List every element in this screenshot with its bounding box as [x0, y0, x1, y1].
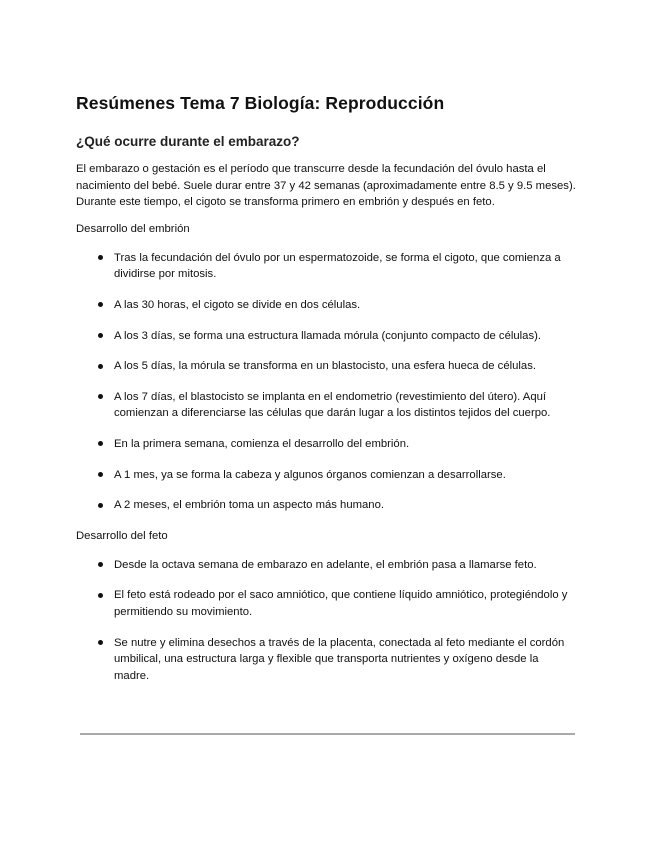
bullet-icon [98, 394, 103, 399]
bullet-icon [98, 472, 103, 477]
bullet-icon [98, 255, 103, 260]
fetus-development-list [76, 557, 576, 685]
bullet-icon [98, 640, 103, 645]
list-item-text: A las 30 horas, el cigoto se divide en dos células. [114, 298, 361, 311]
list-item [76, 557, 576, 574]
list-item-text: A 2 meses, el embrión toma un aspecto más humano. [114, 499, 385, 512]
intro-paragraph: El embarazo o gestación es el período que transcurre desde la fecundación del óvulo hasta el nacimiento del bebé. Suele durar entre 37 y 42 semanas (aproximadamente entre 8.5 y 9.5 meses). Durante este tiempo, el cigoto se transforma primero en embrión y después en feto. [76, 163, 576, 209]
list-item [76, 297, 576, 314]
list-item [76, 635, 576, 685]
embryo-development-list [76, 250, 576, 514]
list-item-text: Se nutre y elimina desechos a través de la placenta, conectada al feto mediante el cordón umbilical, una estructura larga y flexible que transporta nutrientes y oxígeno desde la madre. [114, 636, 565, 682]
list-item-text: A los 7 días, el blastocisto se implanta en el endometrio (revestimiento del útero). Aquí comienzan a diferenciarse las células que darán lugar a los distintos tejidos del cuerpo. [114, 390, 551, 420]
list-item [76, 250, 576, 283]
list-item-text: Desde la octava semana de embarazo en adelante, el embrión pasa a llamarse feto. [114, 558, 537, 571]
fetus-section-heading: Desarrollo del feto [76, 529, 168, 542]
bullet-icon [98, 333, 103, 338]
list-item-text: Tras la fecundación del óvulo por un espermatozoide, se forma el cigoto, que comienza a dividirse por mitosis. [114, 251, 561, 281]
list-item-text: El feto está rodeado por el saco amniótico, que contiene líquido amniótico, protegiéndolo y permitiendo su movimiento. [114, 589, 568, 618]
embryo-section-heading: Desarrollo del embrión [76, 222, 190, 235]
list-item-text: A los 5 días, la mórula se transforma en un blastocisto, una esfera hueca de células. [114, 360, 536, 373]
section-subtitle: ¿Qué ocurre durante el embarazo? [76, 134, 300, 149]
bullet-icon [98, 441, 103, 446]
list-item [76, 358, 576, 375]
list-item [76, 497, 576, 514]
list-item [76, 436, 576, 453]
list-item [76, 389, 576, 422]
bullet-icon [98, 503, 103, 508]
horizontal-divider [80, 733, 575, 735]
page-title: Resúmenes Tema 7 Biología: Reproducción [76, 93, 445, 113]
list-item-text: A 1 mes, ya se forma la cabeza y algunos órganos comienzan a desarrollarse. [114, 468, 506, 481]
list-item [76, 467, 576, 484]
bullet-icon [98, 562, 103, 567]
bullet-icon [98, 302, 103, 307]
document-page [76, 92, 576, 698]
list-item-text: A los 3 días, se forma una estructura llamada mórula (conjunto compacto de células). [114, 329, 541, 342]
bullet-icon [98, 593, 103, 598]
list-item-text: En la primera semana, comienza el desarrollo del embrión. [114, 437, 410, 450]
bullet-icon [98, 364, 103, 369]
list-item [76, 328, 576, 345]
list-item [76, 587, 576, 620]
